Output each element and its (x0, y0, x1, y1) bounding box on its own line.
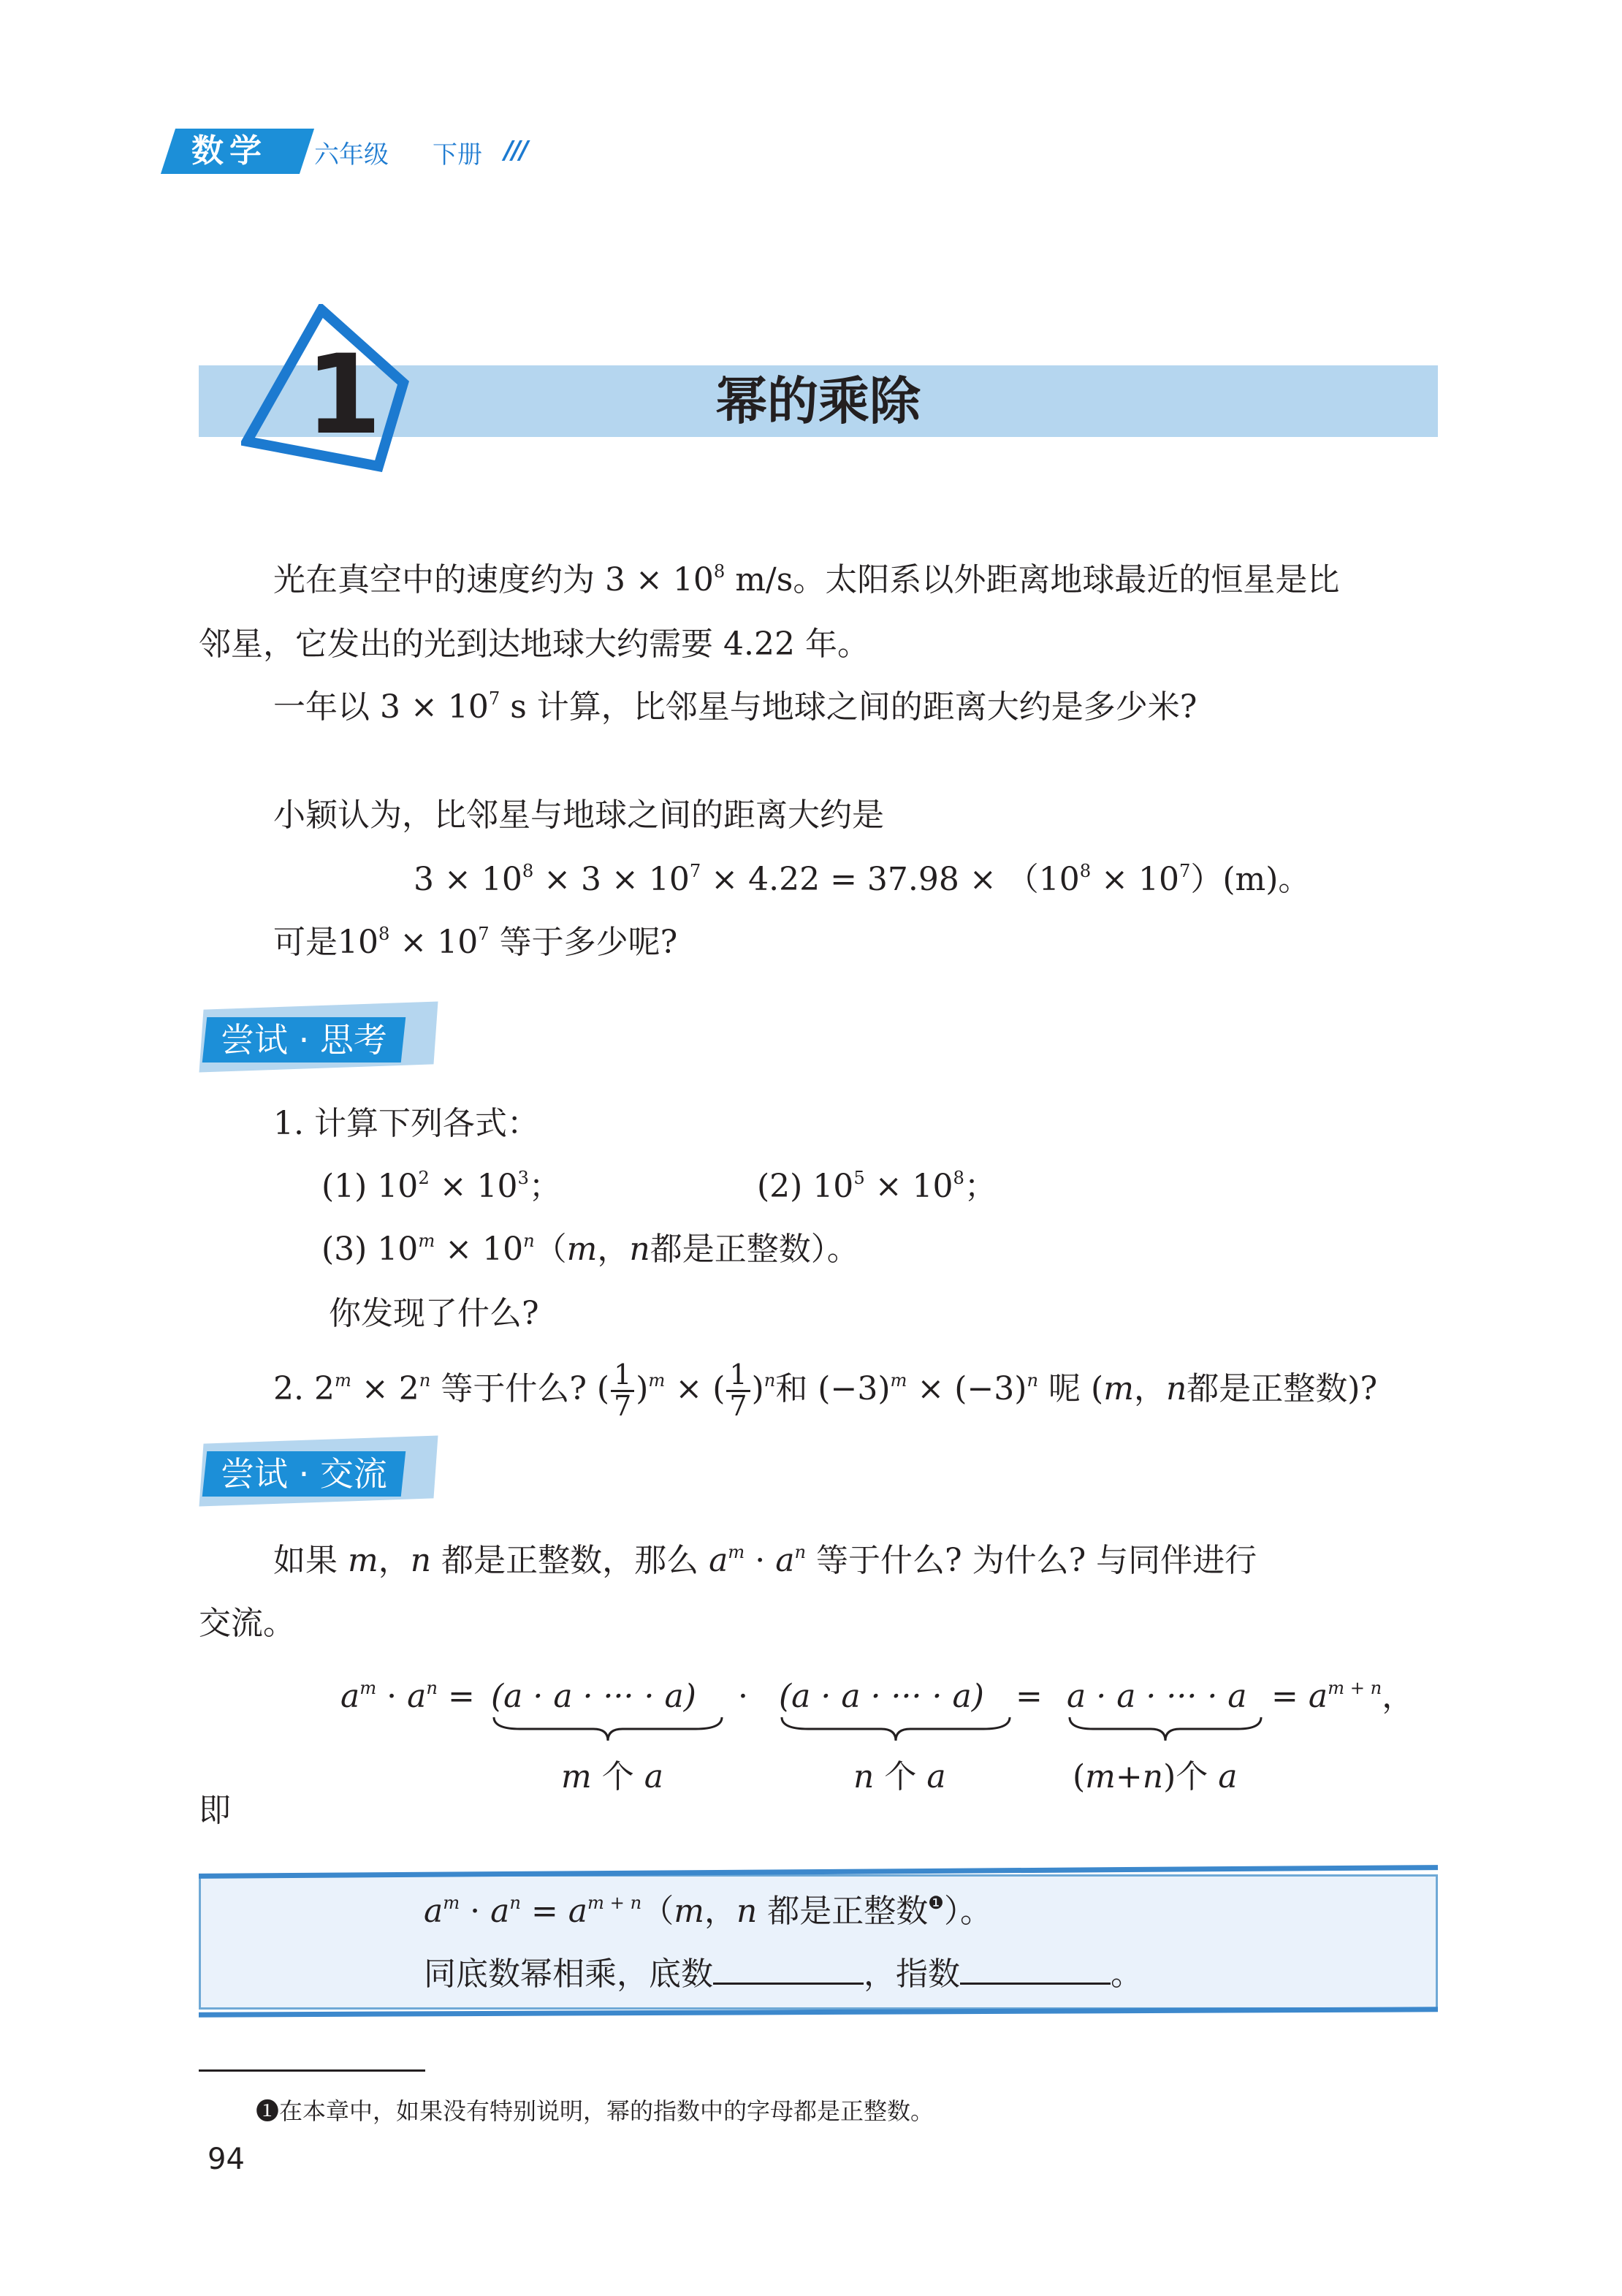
grade-label: 六年级 (314, 140, 389, 170)
derivation-dot: · (738, 1678, 748, 1715)
derivation-group-n: (a · a · ··· · a) (779, 1678, 984, 1715)
underbrace-label-n: n 个 a (853, 1758, 946, 1795)
fraction-one-seventh: $\frac{1}{7}$ (726, 1361, 750, 1421)
derivation-group-m: (a · a · ··· · a) (491, 1678, 696, 1715)
section-badge-think: 尝试 · 思考 (202, 1017, 406, 1063)
underbrace-m (491, 1714, 725, 1744)
derivation-lhs: $a^m \cdot a^n$ = (340, 1677, 475, 1715)
exchange-paragraph: 如果 m，n 都是正整数，那么 $a^m \cdot a^n$ 等于什么? 为什么? 与同伴进行 (273, 1541, 1257, 1579)
underbrace-label-m: m 个 a (561, 1758, 663, 1795)
footnote: ❶在本章中，如果没有特别说明，幂的指数中的字母都是正整数。 (256, 2097, 934, 2125)
underbrace-n (779, 1714, 1013, 1744)
intro-paragraph-1-line-2: 邻星，它发出的光到达地球大约需要 4.22 年。 (199, 626, 869, 663)
intro-paragraph-2: 一年以 $3 \times 10^7$ s 计算，比邻星与地球之间的距离大约是多少米? (273, 688, 1198, 726)
intro-equation: $3 \times 10^8 \times 3 \times 10^7 \times 4.22 = 37.98 \times (10^8 \times 10^7)(m)$。 (414, 860, 1311, 898)
underbrace-label-sum: (m+n)个 a (1073, 1758, 1238, 1795)
fraction-one-seventh: $\frac{1}{7}$ (611, 1361, 634, 1421)
exercise-1-part-3: (3) $10^m \times 10^n(m$，n都是正整数）。 (321, 1230, 859, 1268)
blank-exponent[interactable] (960, 1983, 1111, 1985)
footnote-marker: ❶ (928, 1892, 944, 1913)
chapter-title: 幂的乘除 (716, 370, 921, 431)
therefore-label: 即 (199, 1792, 231, 1829)
section-badge-exchange: 尝试 · 交流 (202, 1451, 406, 1497)
footnote-marker: ❶ (256, 2097, 280, 2125)
intro-paragraph-3: 小颖认为，比邻星与地球之间的距离大约是 (273, 797, 884, 834)
intro-paragraph-1: 光在真空中的速度约为 $3 \times 10^8$ m/s。太阳系以外距离地球最近的恒星是比 (273, 560, 1340, 598)
blank-base[interactable] (713, 1983, 864, 1985)
exercise-1-prompt: 你发现了什么? (329, 1295, 539, 1332)
subject-label: 数学 (191, 132, 267, 170)
exercise-1-part-1: (1) $10^2 \times 10^3$； (321, 1167, 561, 1205)
derivation-group-sum: a · a · ··· · a (1067, 1678, 1247, 1715)
exercise-1-part-2: (2) $10^5 \times 10^8$； (757, 1167, 997, 1205)
derivation-equals: = (1016, 1678, 1043, 1715)
underbrace-sum (1067, 1714, 1264, 1744)
volume-label: 下册 (433, 140, 482, 170)
chapter-number: 1 (305, 332, 382, 459)
footnote-divider (199, 2069, 425, 2072)
rule-statement: 同底数幂相乘，底数 ，指数 。 (424, 1955, 1143, 1993)
exchange-paragraph-line-2: 交流。 (199, 1605, 295, 1642)
exercise-2: 2. $2^m \times 2^n$ 等于什么? ( $\frac{1}{7}$ )$^m$ × ( $\frac{1}{7}$ )$^n$和 $(-3)^m \times (-3)^n$ 呢 (m，n都是正整数)? (273, 1358, 1378, 1422)
header-slashes: /// (504, 136, 528, 165)
intro-question: 可是$10^8 \times 10^7$ 等于多少呢? (273, 923, 678, 961)
derivation-result: = $a^{m + n}$， (1271, 1677, 1415, 1715)
page-number: 94 (207, 2143, 245, 2176)
exercise-1: 1. 计算下列各式： (273, 1105, 539, 1142)
rule-formula: $a^m \cdot a^n = a^{m + n}(m$，n 都是正整数$^❶$）。 (424, 1892, 992, 1930)
